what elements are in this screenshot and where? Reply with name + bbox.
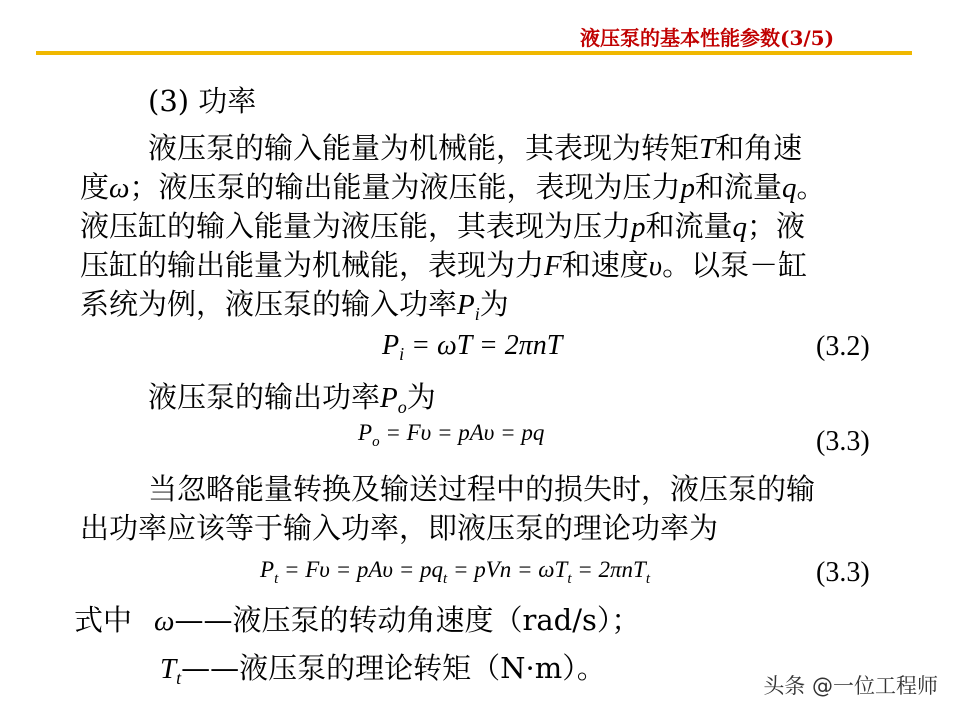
equation-3-3-b bbox=[260, 557, 650, 588]
text: ；液 bbox=[747, 209, 806, 243]
paragraph1-line3 bbox=[80, 209, 805, 244]
text: 和速度 bbox=[561, 248, 649, 282]
paragraph1-line2 bbox=[80, 170, 826, 205]
eq-sub1: t bbox=[443, 571, 448, 587]
paragraph2-line1: 当忽略能量转换及输送过程中的损失时，液压泵的输 bbox=[148, 472, 816, 506]
legend-omega-desc: ——液压泵的转动角速度（rad/s）； bbox=[174, 603, 641, 637]
equation-3-3-a bbox=[358, 420, 544, 451]
watermark: 头条 @一位工程师 bbox=[763, 674, 938, 698]
symbol-omega: ω bbox=[109, 172, 130, 204]
symbol-P: P bbox=[457, 289, 475, 321]
output-power-line bbox=[148, 380, 436, 424]
eq-rhs: = Fυ = pAυ = pq bbox=[379, 420, 545, 445]
equation-3-2 bbox=[382, 330, 562, 365]
text: 度 bbox=[80, 170, 110, 204]
symbol-q: q bbox=[732, 211, 748, 243]
text: 和角速 bbox=[715, 131, 803, 165]
legend-omega bbox=[74, 603, 640, 638]
equation-number: (3.2) bbox=[816, 331, 870, 362]
eq-lhs-sub: o bbox=[372, 434, 380, 450]
text: 为 bbox=[479, 287, 509, 321]
eq-part2: = pVn = ωT bbox=[447, 557, 568, 582]
text: 和流量 bbox=[695, 170, 783, 204]
eq-part1: = Fυ = pAυ = pq bbox=[278, 557, 444, 582]
paragraph1-line1 bbox=[148, 131, 802, 166]
symbol-T: T bbox=[699, 133, 716, 165]
eq-lhs: P bbox=[260, 557, 275, 582]
eq-part3: = 2πnT bbox=[571, 557, 646, 582]
legend-prefix: 式中 bbox=[74, 603, 133, 637]
header-divider bbox=[36, 51, 912, 55]
subscript-t: t bbox=[176, 668, 182, 688]
paragraph2-line2: 出功率应该等于输入功率，即液压泵的理论功率为 bbox=[80, 511, 719, 545]
symbol-T: T bbox=[160, 653, 177, 685]
legend-torque bbox=[160, 651, 606, 695]
paragraph1-line5 bbox=[80, 287, 509, 331]
eq-sub2: t bbox=[567, 571, 572, 587]
text: 压缸的输出能量为机械能，表现为力 bbox=[80, 248, 545, 282]
text: 。以泵－缸 bbox=[662, 248, 808, 282]
eq-rhs: = ωT = 2πnT bbox=[404, 330, 563, 361]
eq-sub3: t bbox=[645, 571, 650, 587]
paragraph1-line4 bbox=[80, 248, 807, 283]
symbol-p: p bbox=[680, 172, 696, 204]
section-heading: (3) 功率 bbox=[148, 84, 257, 118]
text: ；液压泵的输出能量为液压能，表现为压力 bbox=[129, 170, 681, 204]
subscript-i: i bbox=[474, 304, 480, 324]
eq-lhs-sub: i bbox=[399, 344, 405, 364]
legend-torque-desc: ——液压泵的理论转矩（N·m）。 bbox=[181, 651, 606, 685]
slide-header-title: 液压泵的基本性能参数(3/5) bbox=[580, 26, 835, 50]
subscript-o: o bbox=[397, 397, 407, 417]
text: 液压泵的输入能量为机械能，其表现为转矩 bbox=[148, 131, 700, 165]
text: 系统为例，液压泵的输入功率 bbox=[80, 287, 458, 321]
text: 液压泵的输出功率 bbox=[148, 380, 381, 414]
symbol-v: υ bbox=[648, 250, 663, 282]
eq-lhs-sub: t bbox=[274, 571, 279, 587]
eq-lhs: P bbox=[382, 330, 400, 361]
symbol-F: F bbox=[544, 250, 562, 282]
symbol-q: q bbox=[782, 172, 797, 204]
equation-number: (3.3) bbox=[816, 426, 870, 457]
text: 液压缸的输入能量为液压能，其表现为压力 bbox=[80, 209, 632, 243]
eq-lhs: P bbox=[358, 420, 373, 445]
text: 为 bbox=[406, 380, 436, 414]
symbol-P: P bbox=[380, 382, 398, 414]
text: 和流量 bbox=[645, 209, 733, 243]
text: 。 bbox=[796, 170, 826, 204]
equation-number: (3.3) bbox=[816, 557, 870, 588]
symbol-omega: ω bbox=[154, 605, 175, 637]
symbol-p: p bbox=[631, 211, 646, 243]
